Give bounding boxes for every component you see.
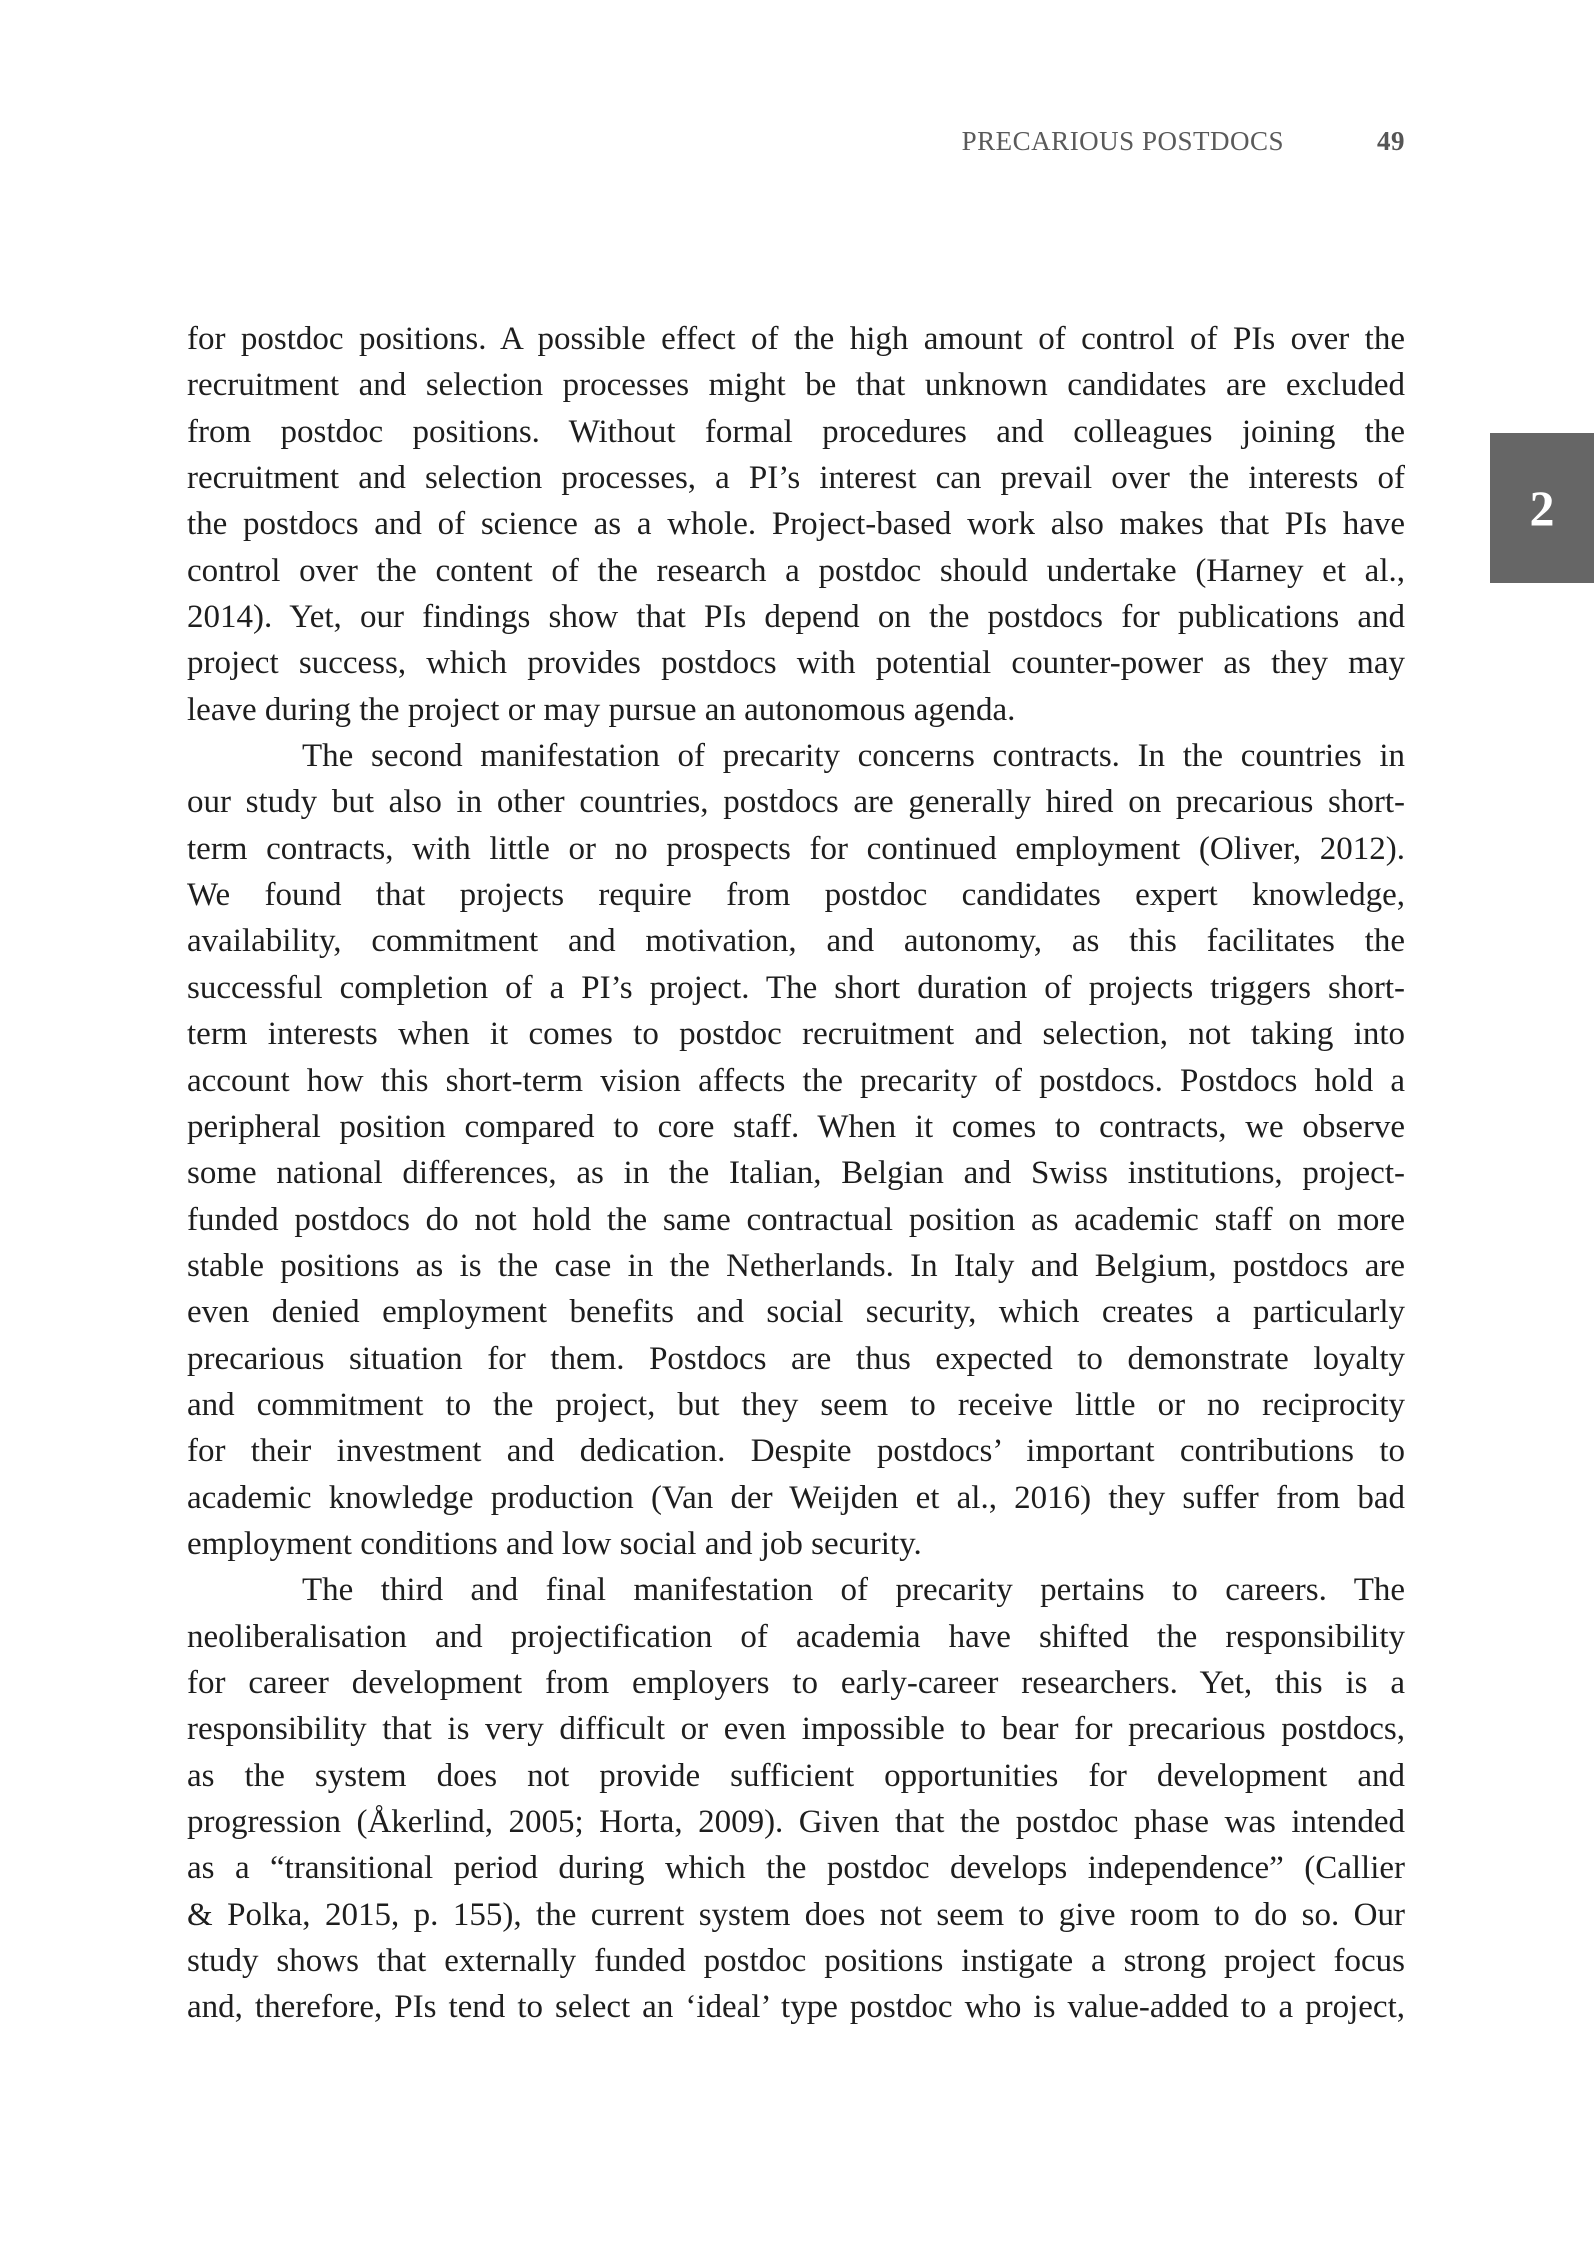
- text-line: recruitment and selection processes, a PI’s interest can prevail over the interests of: [187, 460, 1405, 497]
- running-title: PRECARIOUS POSTDOCS: [961, 126, 1284, 156]
- text-line: We found that projects require from postdoc candidates expert knowledge,: [187, 877, 1405, 914]
- text-line: our study but also in other countries, postdocs are generally hired on precarious short-: [187, 784, 1405, 821]
- text-line: from postdoc positions. Without formal procedures and colleagues joining the: [187, 413, 1405, 450]
- text-line: for career development from employers to early-career researchers. Yet, this is a: [187, 1664, 1405, 1701]
- text-line: successful completion of a PI’s project. The short duration of projects triggers short-: [187, 969, 1405, 1006]
- text-line: term contracts, with little or no prospects for continued employment (Oliver, 2012).: [187, 830, 1405, 867]
- text-line: recruitment and selection processes might be that unknown candidates are excluded: [187, 367, 1405, 404]
- text-line: control over the content of the research a postdoc should undertake (Harney et al.,: [187, 552, 1405, 589]
- text-line: responsibility that is very difficult or even impossible to bear for precarious postdocs,: [187, 1711, 1405, 1748]
- chapter-tab: [1490, 433, 1594, 583]
- chapter-number: 2: [1529, 480, 1555, 536]
- text-line: project success, which provides postdocs with potential counter-power as they may: [187, 645, 1405, 682]
- text-line: & Polka, 2015, p. 155), the current system does not seem to give room to do so. Our: [187, 1896, 1405, 1933]
- page-number: 49: [1377, 126, 1405, 156]
- text-line: funded postdocs do not hold the same contractual position as academic staff on more: [187, 1201, 1405, 1238]
- text-line: the postdocs and of science as a whole. Project-based work also makes that PIs have: [187, 506, 1405, 543]
- text-line: 2014). Yet, our findings show that PIs depend on the postdocs for publications and: [187, 599, 1405, 636]
- text-line: The second manifestation of precarity concerns contracts. In the countries in: [302, 738, 1405, 775]
- running-head: [0, 126, 1405, 166]
- text-line: some national differences, as in the Italian, Belgian and Swiss institutions, project-: [187, 1155, 1405, 1192]
- body-text: [187, 316, 1405, 2031]
- text-line: account how this short-term vision affects the precarity of postdocs. Postdocs hold a: [187, 1062, 1405, 1099]
- text-line: and, therefore, PIs tend to select an ‘ideal’ type postdoc who is value-added to a project,: [187, 1989, 1405, 2026]
- paragraph-1: [187, 316, 1405, 733]
- text-line: academic knowledge production (Van der Weijden et al., 2016) they suffer from bad: [187, 1479, 1405, 1516]
- text-line: leave during the project or may pursue an autonomous agenda.: [187, 691, 1016, 728]
- paragraph-2: [187, 733, 1405, 1567]
- text-line: progression (Åkerlind, 2005; Horta, 2009). Given that the postdoc phase was intended: [187, 1804, 1405, 1840]
- text-line: as the system does not provide sufficient opportunities for development and: [187, 1757, 1405, 1794]
- text-line: employment conditions and low social and job security.: [187, 1525, 922, 1562]
- text-line: The third and final manifestation of precarity pertains to careers. The: [302, 1572, 1405, 1609]
- paragraph-3: [187, 1567, 1405, 2030]
- text-line: availability, commitment and motivation, and autonomy, as this facilitates the: [187, 923, 1405, 960]
- text-line: neoliberalisation and projectification of academia have shifted the responsibility: [187, 1618, 1405, 1655]
- text-line: study shows that externally funded postdoc positions instigate a strong project focus: [187, 1943, 1405, 1980]
- text-line: for their investment and dedication. Despite postdocs’ important contributions to: [187, 1433, 1405, 1470]
- text-line: stable positions as is the case in the Netherlands. In Italy and Belgium, postdocs are: [187, 1247, 1405, 1284]
- text-line: term interests when it comes to postdoc recruitment and selection, not taking into: [187, 1016, 1405, 1053]
- text-line: even denied employment benefits and social security, which creates a particularly: [187, 1294, 1405, 1331]
- text-line: as a “transitional period during which the postdoc develops independence” (Callier: [187, 1850, 1405, 1887]
- text-line: precarious situation for them. Postdocs are thus expected to demonstrate loyalty: [187, 1340, 1405, 1377]
- text-line: for postdoc positions. A possible effect of the high amount of control of PIs over the: [187, 321, 1405, 357]
- text-line: peripheral position compared to core staff. When it comes to contracts, we observe: [187, 1108, 1405, 1145]
- text-line: and commitment to the project, but they seem to receive little or no reciprocity: [187, 1386, 1405, 1423]
